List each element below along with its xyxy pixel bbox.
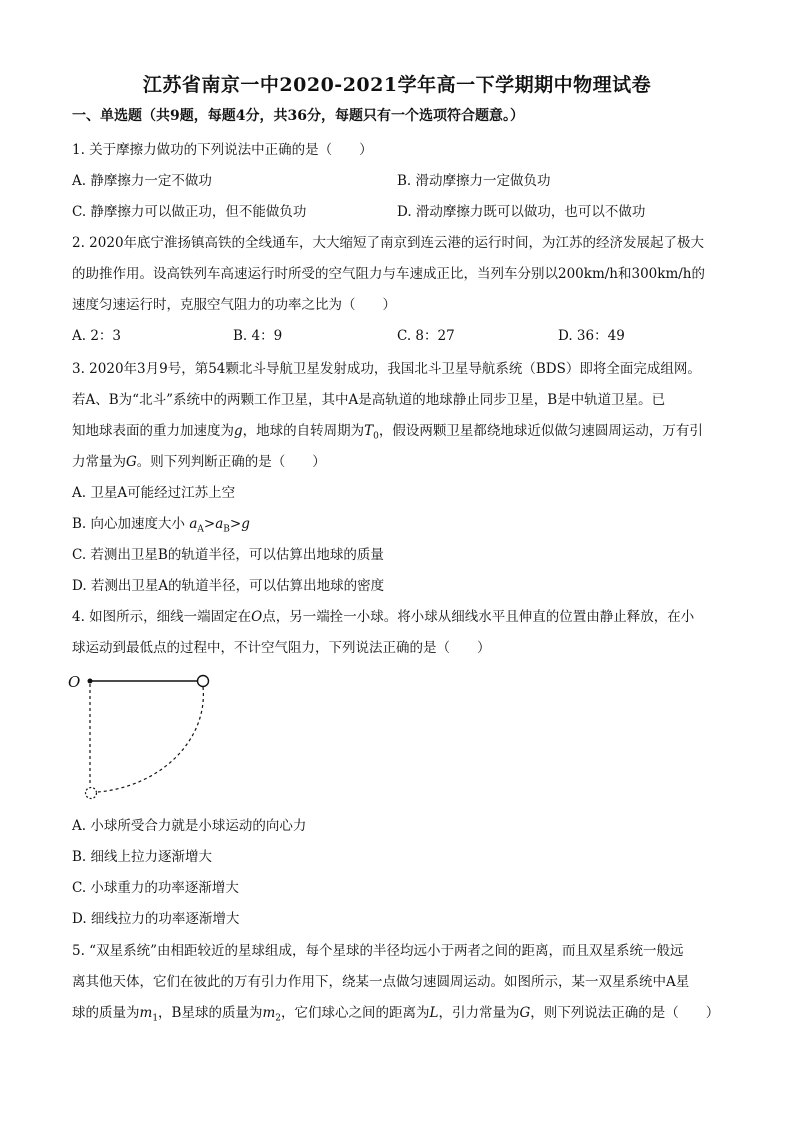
q4-line-1: 4. 如图所示，细线一端固定在O点，另一端拴一小球。将小球从细线水平且伸直的位置由静止释放，在小 <box>72 609 695 625</box>
q3-option-a: A. 卫星A可能经过江苏上空 <box>72 485 236 501</box>
q4-option-a: A. 小球所受合力就是小球运动的向心力 <box>72 818 307 834</box>
q3-line-4: 力常量为G。则下列判断正确的是（ ） <box>72 454 326 470</box>
q2-option-a: A. 2：3 <box>72 328 122 344</box>
q5-line-3: 球的质量为$m_1$，B星球的质量为$m_2$，它们球心之间的距离为L，引力常量为G，则下列说法正确的是（ ） <box>72 1005 720 1024</box>
q4-option-c: C. 小球重力的功率逐渐增大 <box>72 880 239 896</box>
q2-line-2: 的助推作用。设高铁列车高速运行时所受的空气阻力与车速成正比，当列车分别以200km/h和300km/h的 <box>72 266 705 282</box>
q1-option-c: C. 静摩擦力可以做正功，但不能做负功 <box>72 204 307 220</box>
q3-option-b: B. 向心加速度大小 $a_A>a_B>g$ <box>72 516 250 535</box>
q5-line-2: 离其他天体，它们在彼此的万有引力作用下，绕某一点做匀速圆周运动。如图所示，某一双星系统中A星 <box>72 974 690 990</box>
q3-line-1: 3. 2020年3月9号，第54颗北斗导航卫星发射成功，我国北斗卫星导航系统（BDS）即将全面完成组网。 <box>72 361 701 377</box>
ball-start <box>198 676 209 687</box>
section-heading: 一、单选题（共9题，每题4分，共36分，每题只有一个选项符合题意。） <box>72 108 524 124</box>
q1-option-d: D. 滑动摩擦力既可以做功，也可以不做功 <box>397 204 646 220</box>
pendulum-figure <box>68 668 228 803</box>
q4-option-d: D. 细线拉力的功率逐渐增大 <box>72 911 240 927</box>
q4-option-b: B. 细线上拉力逐渐增大 <box>72 849 213 865</box>
swing-arc <box>98 687 203 792</box>
q3-line-3: 知地球表面的重力加速度为g，地球的自转周期为$T_0$，假设两颗卫星都绕地球近似做匀速圆周运动，万有引 <box>72 423 703 442</box>
q1-option-a: A. 静摩擦力一定不做功 <box>72 173 212 189</box>
q2-option-d: D. 36：49 <box>558 328 625 344</box>
q1-stem: 1. 关于摩擦力做功的下列说法中正确的是（ ） <box>72 142 373 158</box>
pivot-label: O <box>68 673 81 691</box>
q5-line-1: 5. “双星系统”由相距较近的星球组成，每个星球的半径均远小于两者之间的距离，而且双星系统一般远 <box>72 943 684 959</box>
q2-option-b: B. 4：9 <box>233 328 283 344</box>
q2-line-1: 2. 2020年底宁淮扬镇高铁的全线通车，大大缩短了南京到连云港的运行时间，为江苏的经济发展起了极大 <box>72 235 705 251</box>
q3-option-c: C. 若测出卫星B的轨道半径，可以估算出地球的质量 <box>72 547 384 563</box>
page-title: 江苏省南京一中2020-2021学年高一下学期期中物理试卷 <box>142 74 652 96</box>
q1-option-b: B. 滑动摩擦力一定做负功 <box>397 173 551 189</box>
ball-end <box>86 788 97 799</box>
q3-line-2: 若A、B为“北斗”系统中的两颗工作卫星，其中A是高轨道的地球静止同步卫星，B是中轨道卫星。已 <box>72 392 666 408</box>
q2-option-c: C. 8：27 <box>397 328 455 344</box>
q4-line-2: 球运动到最低点的过程中，不计空气阻力，下列说法正确的是（ ） <box>72 640 491 656</box>
q2-line-3: 速度匀速运行时，克服空气阻力的功率之比为（ ） <box>72 297 396 313</box>
q3-option-d: D. 若测出卫星A的轨道半径，可以估算出地球的密度 <box>72 578 385 594</box>
